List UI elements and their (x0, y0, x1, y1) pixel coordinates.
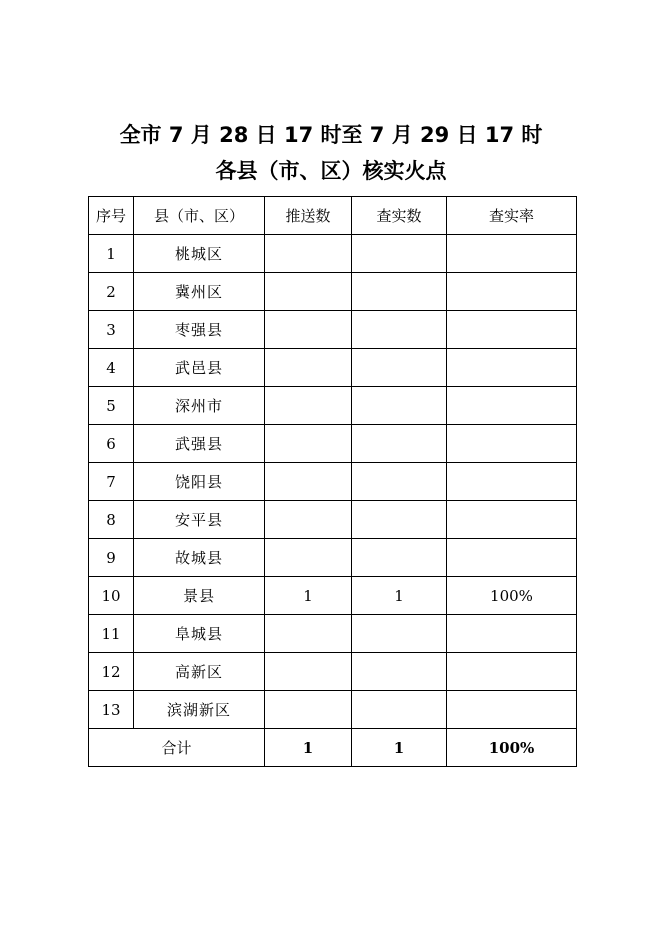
cell-pushed (265, 349, 352, 387)
cell-pushed (265, 501, 352, 539)
total-rate: 100% (447, 729, 577, 767)
header-rate: 查实率 (447, 197, 577, 235)
cell-index: 1 (89, 235, 134, 273)
cell-county: 景县 (134, 577, 265, 615)
table-row (89, 539, 577, 577)
total-label: 合计 (89, 729, 265, 767)
cell-index: 6 (89, 425, 134, 463)
table-row (89, 577, 577, 615)
cell-county: 安平县 (134, 501, 265, 539)
cell-rate (447, 463, 577, 501)
cell-verified (352, 387, 447, 425)
cell-pushed (265, 463, 352, 501)
cell-rate (447, 539, 577, 577)
table-row (89, 615, 577, 653)
cell-index: 8 (89, 501, 134, 539)
cell-county: 高新区 (134, 653, 265, 691)
table-header-row (89, 197, 577, 235)
table-row (89, 425, 577, 463)
header-county: 县（市、区） (134, 197, 265, 235)
cell-index: 3 (89, 311, 134, 349)
cell-rate (447, 615, 577, 653)
title-line-1: 全市 7 月 28 日 17 时至 7 月 29 日 17 时 (119, 123, 543, 147)
cell-rate (447, 691, 577, 729)
cell-county: 饶阳县 (134, 463, 265, 501)
table-row (89, 653, 577, 691)
cell-verified (352, 691, 447, 729)
table-row (89, 463, 577, 501)
cell-pushed (265, 691, 352, 729)
cell-index: 9 (89, 539, 134, 577)
cell-county: 阜城县 (134, 615, 265, 653)
table-row (89, 349, 577, 387)
cell-rate (447, 387, 577, 425)
table-row (89, 235, 577, 273)
cell-pushed (265, 615, 352, 653)
cell-index: 4 (89, 349, 134, 387)
cell-county: 滨湖新区 (134, 691, 265, 729)
cell-rate (447, 501, 577, 539)
header-index: 序号 (89, 197, 134, 235)
total-pushed: 1 (265, 729, 352, 767)
cell-verified (352, 615, 447, 653)
cell-rate (447, 273, 577, 311)
cell-verified (352, 539, 447, 577)
table-total-row (89, 729, 577, 767)
cell-county: 冀州区 (134, 273, 265, 311)
table-row (89, 311, 577, 349)
cell-verified (352, 425, 447, 463)
cell-index: 13 (89, 691, 134, 729)
cell-pushed (265, 653, 352, 691)
cell-rate (447, 653, 577, 691)
cell-rate (447, 349, 577, 387)
cell-verified (352, 463, 447, 501)
cell-rate (447, 311, 577, 349)
cell-index: 12 (89, 653, 134, 691)
cell-rate: 100% (447, 577, 577, 615)
cell-index: 7 (89, 463, 134, 501)
cell-verified (352, 311, 447, 349)
cell-pushed (265, 235, 352, 273)
cell-verified (352, 235, 447, 273)
cell-county: 武强县 (134, 425, 265, 463)
cell-index: 5 (89, 387, 134, 425)
cell-pushed (265, 273, 352, 311)
cell-pushed (265, 387, 352, 425)
cell-rate (447, 235, 577, 273)
cell-verified (352, 501, 447, 539)
cell-county: 武邑县 (134, 349, 265, 387)
cell-pushed (265, 539, 352, 577)
cell-index: 10 (89, 577, 134, 615)
cell-verified (352, 349, 447, 387)
table-row (89, 387, 577, 425)
fire-point-table (88, 196, 577, 767)
cell-verified (352, 653, 447, 691)
cell-pushed (265, 311, 352, 349)
cell-index: 11 (89, 615, 134, 653)
cell-county: 枣强县 (134, 311, 265, 349)
header-verified: 查实数 (352, 197, 447, 235)
cell-pushed: 1 (265, 577, 352, 615)
cell-verified: 1 (352, 577, 447, 615)
cell-verified (352, 273, 447, 311)
cell-pushed (265, 425, 352, 463)
cell-index: 2 (89, 273, 134, 311)
total-verified: 1 (352, 729, 447, 767)
cell-rate (447, 425, 577, 463)
cell-county: 故城县 (134, 539, 265, 577)
cell-county: 深州市 (134, 387, 265, 425)
table-row (89, 691, 577, 729)
table-row (89, 501, 577, 539)
header-pushed: 推送数 (265, 197, 352, 235)
table-row (89, 273, 577, 311)
title-line-2: 各县（市、区）核实火点 (215, 159, 447, 183)
cell-county: 桃城区 (134, 235, 265, 273)
